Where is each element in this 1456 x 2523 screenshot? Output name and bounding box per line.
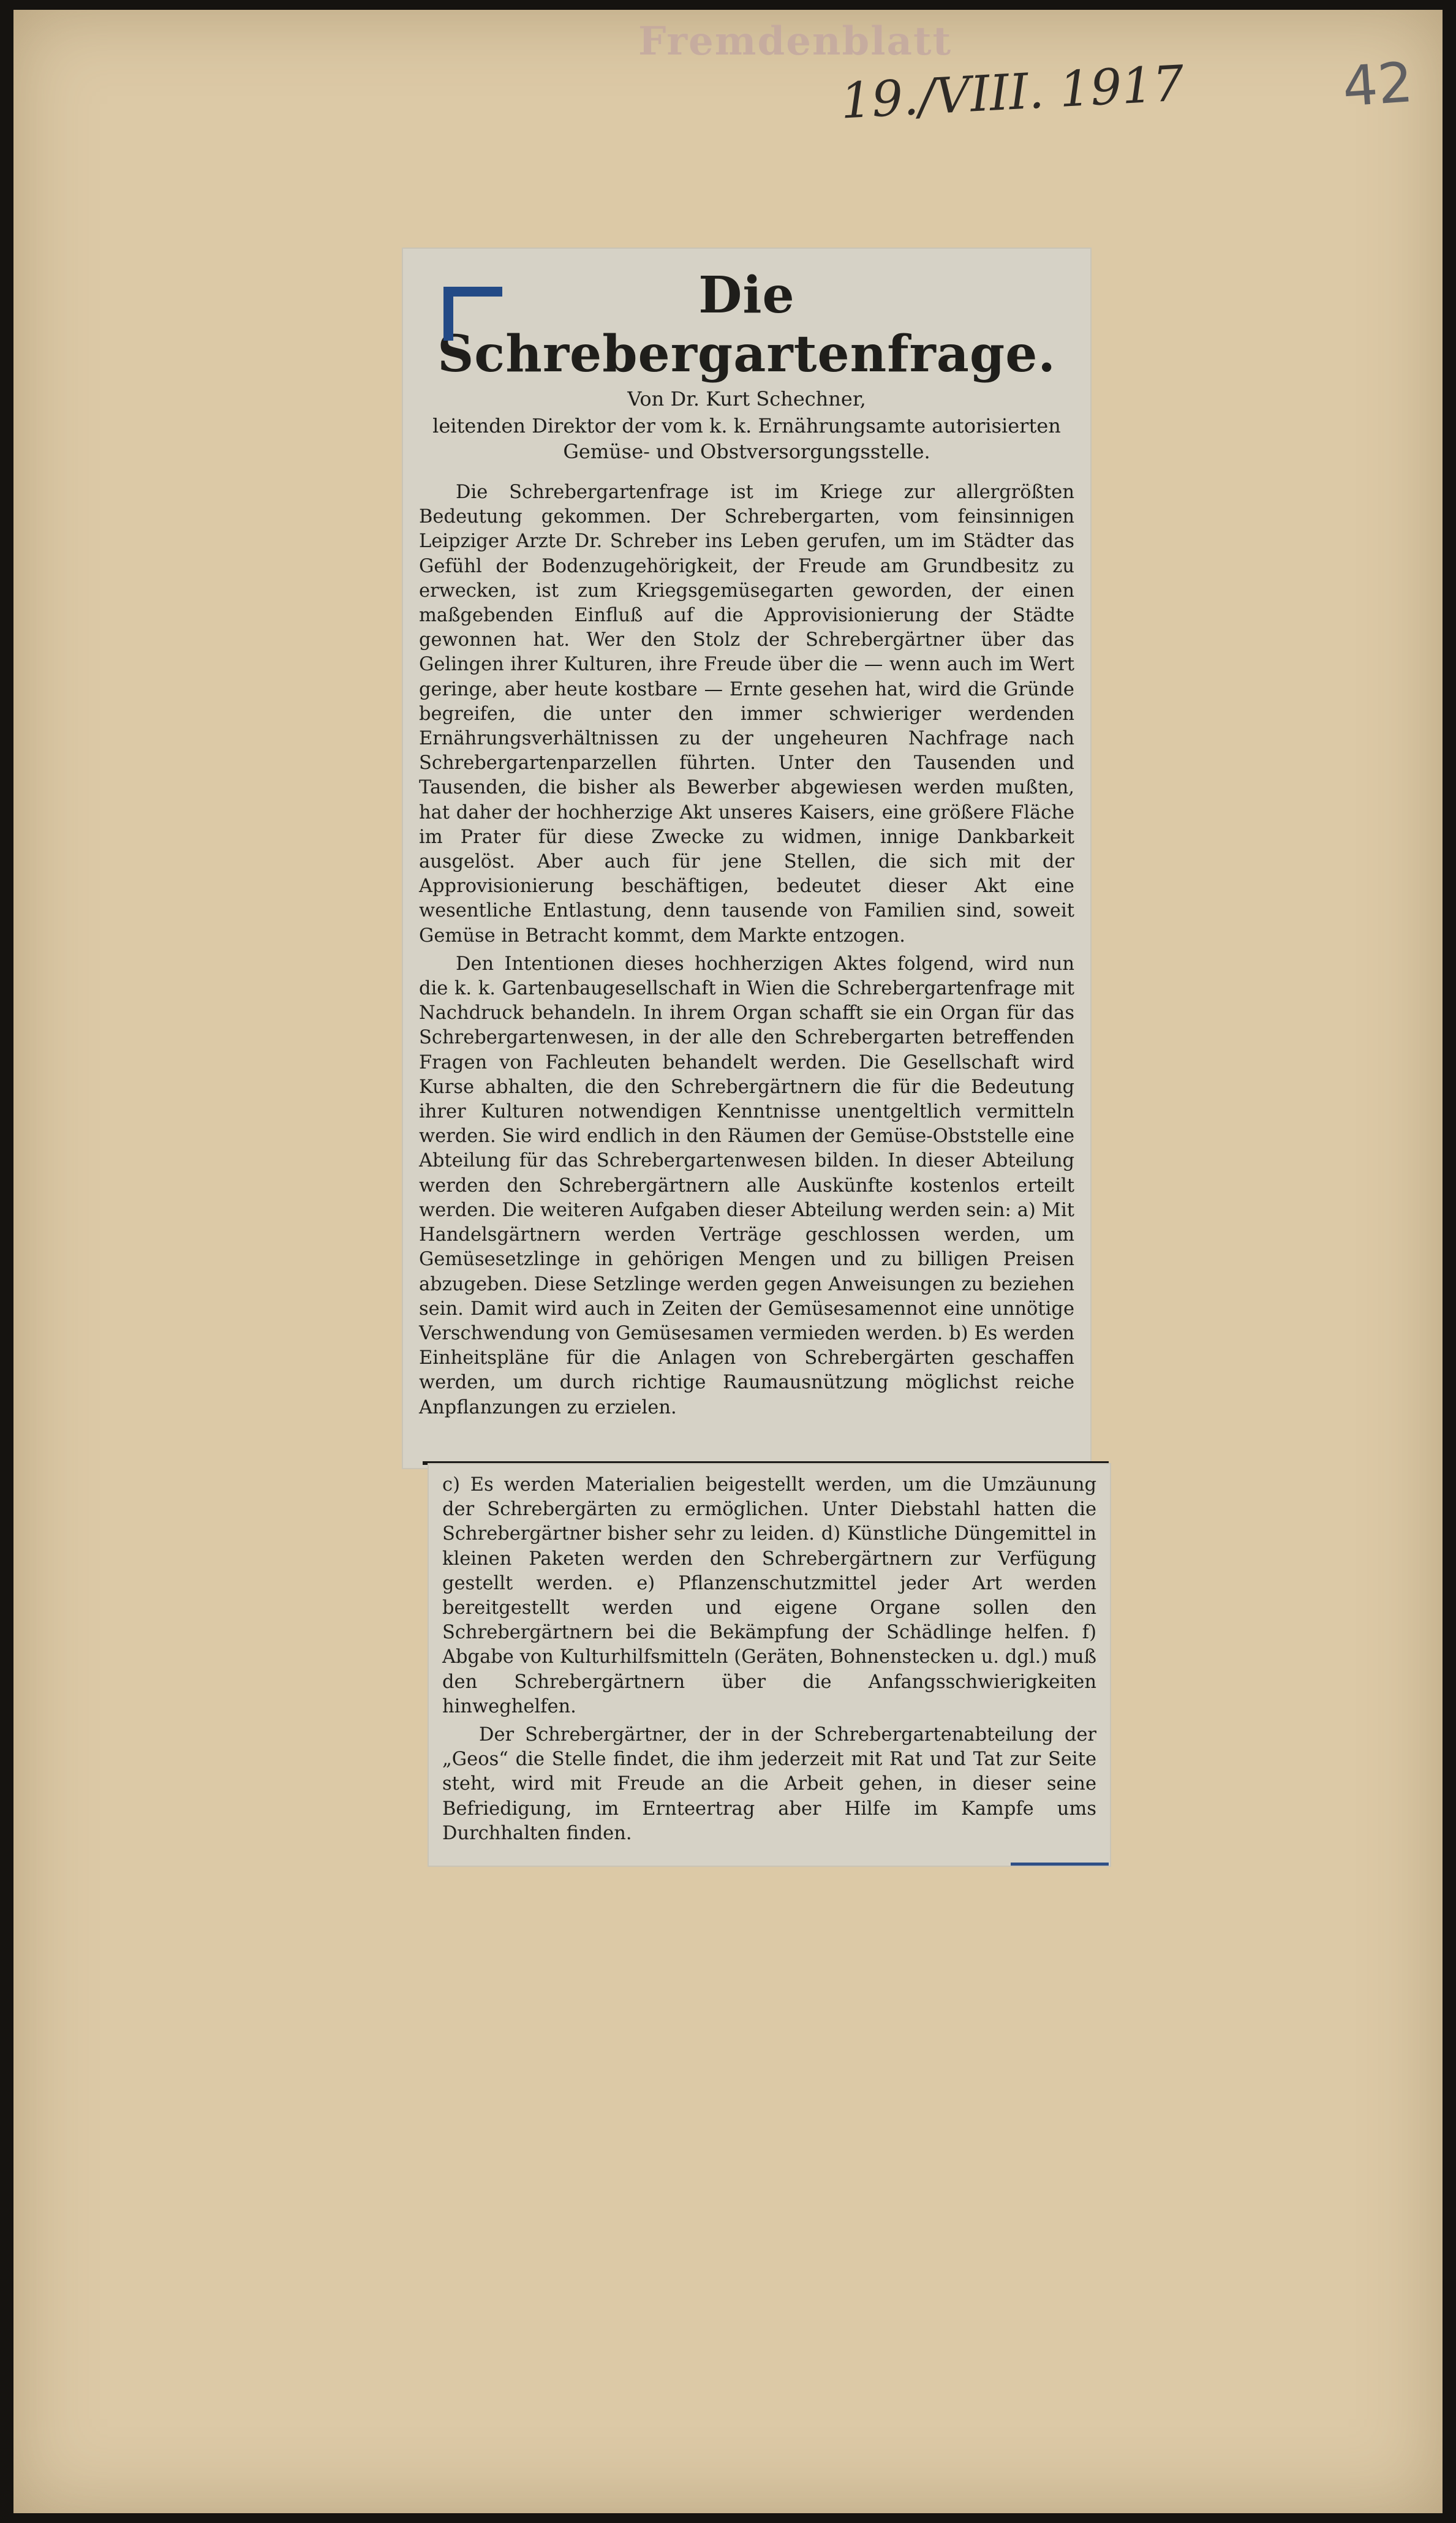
bracket-mark-icon (443, 287, 502, 341)
article-paragraph-4: Der Schrebergärtner, der in der Schrebergartenabteilung der „Geos“ die Stelle findet, die ihm jederzeit mit Rat und Tat zur Seite steht, wird mit Freude an die Arbeit gehen, in dieser seine Befriedigung, im Ernteertrag aber Hilfe im Kampfe ums Durchhalten finden. (442, 1724, 1096, 1844)
article-author: Von Dr. Kurt Schechner, (627, 387, 866, 410)
article-title-block (419, 266, 1074, 384)
newspaper-clipping-bottom (429, 1464, 1110, 1866)
article-title: Die Schrebergartenfrage. (437, 266, 1056, 384)
newspaper-stamp: Fremdenblatt (638, 18, 952, 64)
article-paragraph-1: Die Schrebergartenfrage ist im Kriege zur allergrößten Bedeutung gekommen. Der Schrebergarten, vom feinsinnigen Leipziger Arzte Dr. Schreber ins Leben gerufen, um im Städter das Gefühl der Bodenzugehörigkeit, der Freude am Grundbesitz zu erwecken, ist zum Kriegsgemüsegarten geworden, der einen maßgebenden Einfluß auf die Approvisionierung der Städte gewonnen hat. Wer den Stolz der Schrebergärtner über das Gelingen ihrer Kulturen, ihre Freude über die — wenn auch im Wert geringe, aber heute kostbare — Ernte gesehen hat, wird die Gründe begreifen, die unter den immer schwieriger werdenden Ernährungsverhältnissen zu der ungeheuren Nachfrage nach Schrebergartenparzellen führten. Unter den Tausenden und Tausenden, die bisher als Bewerber abgewiesen werden mußten, hat daher der hochherzige Akt unseres Kaisers, eine größere Fläche im Prater für diese Zwecke zu widmen, innige Dankbarkeit ausgelöst. Aber auch für jene Stellen, die sich mit der Approvisionierung beschäftigen, bedeutet dieser Akt eine wesentliche Entlastung, denn tausende von Familien sind, soweit Gemüse in Betracht kommt, dem Markte entzogen. (419, 482, 1074, 947)
newspaper-clipping-top (403, 249, 1090, 1468)
folio-number: 42 (1340, 50, 1416, 119)
article-paragraph-3: c) Es werden Materialien beigestellt werden, um die Umzäunung der Schrebergärten zu ermöglichen. Unter Diebstahl hatten die Schrebergärtner bisher sehr zu leiden. d) Künstliche Düngemittel in kleinen Paketen werden den Schrebergärtnern zur Verfügung gestellt werden. e) Pflanzenschutzmittel jeder Art werden bereitgestellt werden und eigene Organe sollen den Schrebergärtnern bei die Bekämpfung der Schädlinge helfen. f) Abgabe von Kulturhilfsmitteln (Geräten, Bohnenstecken u. dgl.) muß den Schrebergärtnern über die Anfangsschwierigkeiten hinweghelfen. (442, 1474, 1096, 1717)
article-paragraph-2: Den Intentionen dieses hochherzigen Aktes folgend, wird nun die k. k. Gartenbaugesellschaft in Wien die Schrebergartenfrage mit Nachdruck behandeln. In ihrem Organ schafft sie ein Organ für das Schrebergartenwesen, in der alle den Schrebergarten betreffenden Fragen von Fachleuten behandelt werden. Die Gesellschaft wird Kurse abhalten, die den Schrebergärtnern die für die Bedeutung ihrer Kulturen notwendigen Kenntnisse unentgeltlich vermitteln werden. Sie wird endlich in den Räumen der Gemüse-Obststelle eine Abteilung für das Schrebergartenwesen bilden. In dieser Abteilung werden den Schrebergärtnern alle Auskünfte kostenlos erteilt werden. Die weiteren Aufgaben dieser Abteilung werden sein: a) Mit Handelsgärtnern werden Verträge geschlossen werden, um Gemüsesetzlinge in gehörigen Mengen und zu billigen Preisen abzugeben. Diese Setzlinge werden gegen Anweisungen zu beziehen sein. Damit wird auch in Zeiten der Gemüsesamennot eine unnötige Verschwendung von Gemüsesamen vermieden werden. b) Es werden Einheitspläne für die Anlagen von Schrebergärten geschaffen werden, um durch richtige Raumausnützung möglichst reiche Anpflanzungen zu erzielen. (419, 953, 1074, 1418)
author-role: leitenden Direktor der vom k. k. Ernährungsamte autorisierten Gemüse- und Obstversorgungsstelle. (432, 414, 1061, 463)
handwritten-date: 19./VIII. 1917 (839, 55, 1186, 130)
blue-pencil-mark (1011, 1863, 1109, 1866)
